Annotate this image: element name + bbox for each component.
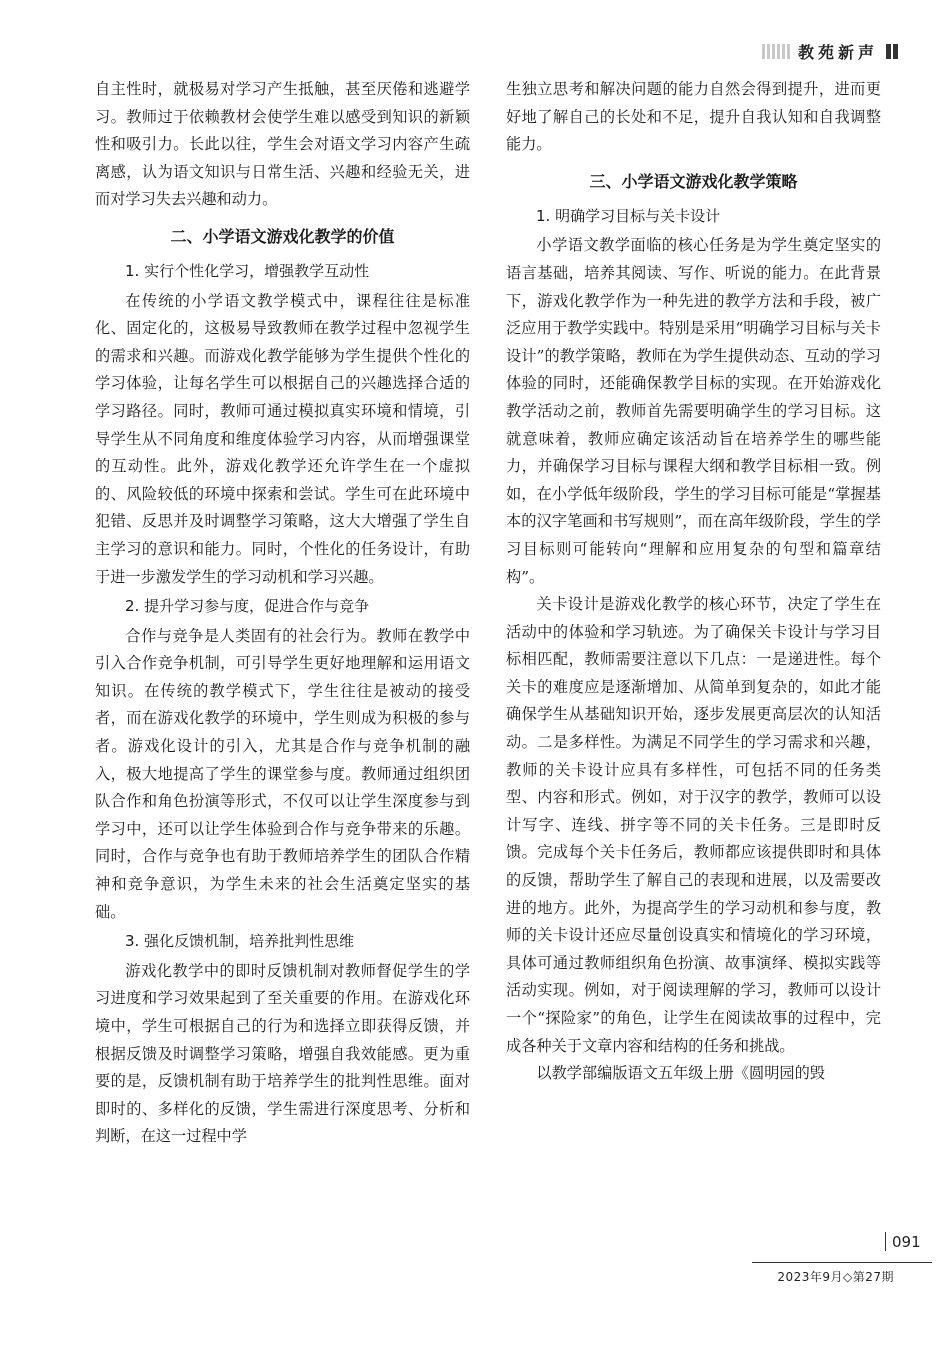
paragraph-3-1b: 关卡设计是游戏化教学的核心环节，决定了学生在活动中的体验和学习轨迹。为了确保关卡设计与学习目标相匹配，教师需要注意以下几点：一是递进性。每个关卡的难度应是逐渐增加、从简单到复杂的，如此才能确保学生从基础知识开始，逐步发展更高层次的认知活动。二是多样性。为满足不同学生的学习需求和兴趣，教师的关卡设计应具有多样性，可包括不同的任务类型、内容和形式。例如，对于汉字的教学，教师可以设计写字、连线、拼字等不同的关卡任务。三是即时反馈。完成每个关卡任务后，教师都应该提供即时和具体的反馈，帮助学生了解自己的表现和进展，以及需要改进的地方。此外，为提高学生的学习动机和参与度，教师的关卡设计还应尽量创设真实和情境化的学习环境，具体可通过教师组织角色扮演、故事演绎、模拟实践等活动实现。例如，对于阅读理解的学习，教师可以设计一个“探险家”的角色，让学生在阅读故事的过程中，完成各种关于文章内容和结构的任务和挑战。 [506,595,881,1055]
running-header [762,40,898,62]
subsection-2-1-heading: 1. 实行个性化学习，增强教学互动性 [125,261,370,280]
left-intro-paragraph: 自主性时，就极易对学习产生抵触，甚至厌倦和逃避学习。教师过于依赖教材会使学生难以感受到知识的新颖性和吸引力。长此以往，学生会对语文学习内容产生疏离感，认为语文知识与日常生活、兴趣和经验无关，进而对学习失去兴趣和动力。 [95,80,470,209]
header-title: 教苑新声 [797,42,878,62]
subsection-2-2-heading: 2. 提升学习参与度，促进合作与竞争 [125,597,370,616]
subsection-2-3-heading: 3. 强化反馈机制，培养批判性思维 [125,932,355,951]
section-2-heading: 二、小学语文游戏化教学的价值 [170,226,395,246]
paragraph-3-1c: 以教学部编版语文五年级上册《圆明园的毁 [536,1064,825,1083]
paragraph-2-3: 游戏化教学中的即时反馈机制对教师督促学生的学习进度和学习效果起到了至关重要的作用。在游戏化环境中，学生可根据自己的行为和选择立即获得反馈，并根据反馈及时调整学习策略，增强自我效能感。更为重要的是，反馈机制有助于培养学生的批判性思维。面对即时的、多样化的反馈，学生需进行深度思考、分析和判断，在这一过程中学 [95,961,470,1146]
page-number: 091 [892,1233,921,1251]
paragraph-3-1a: 小学语文教学面临的核心任务是为学生奠定坚实的语言基础，培养其阅读、写作、听说的能力。在此背景下，游戏化教学作为一种先进的教学方法和手段，被广泛应用于教学实践中。特别是采用“明确学习目标与关卡设计”的教学策略，教师在为学生提供动态、互动的学习体验的同时，还能确保教学目标的实现。在开始游戏化教学活动之前，教师首先需要明确学生的学习目标。这就意味着，教师应确定该活动旨在培养学生的哪些能力，并确保学习目标与课程大纲和教学目标相一致。例如，在小学低年级阶段，学生的学习目标可能是“掌握基本的汉字笔画和书写规则”，而在高年级阶段，学生的学习目标则可能转向“理解和应用复杂的句型和篇章结构”。 [506,236,881,586]
issue-label: 2023年9月◇第27期 [777,1270,894,1284]
subsection-3-1-heading: 1. 明确学习目标与关卡设计 [536,206,721,225]
page-number-box [885,1232,932,1251]
left-column [95,76,470,1151]
right-intro-paragraph: 生独立思考和解决问题的能力自然会得到提升，进而更好地了解自己的长处和不足，提升自我认知和自我调整能力。 [506,80,881,154]
header-right-bars [886,43,898,59]
paragraph-2-1: 在传统的小学语文教学模式中，课程往往是标准化、固定化的，这极易导致教师在教学过程中忽视学生的需求和兴趣。而游戏化教学能够为学生提供个性化的学习体验，让每名学生可以根据自己的兴趣选择合适的学习路径。同时，教师可通过模拟真实环境和情境，引导学生从不同角度和维度体验学习内容，从而增强课堂的互动性。此外，游戏化教学还允许学生在一个虚拟的、风险较低的环境中探索和尝试。学生可在此环境中犯错、反思并及时调整学习策略，这大大增强了学生自主学习的意识和能力。同时，个性化的任务设计，有助于进一步激发学生的学习动机和学习兴趣。 [95,291,470,586]
footer-rule [752,1262,932,1263]
right-column [506,76,881,1088]
header-left-bars [762,43,790,59]
paragraph-2-2: 合作与竞争是人类固有的社会行为。教师在教学中引入合作竞争机制，可引导学生更好地理解和运用语文知识。在传统的教学模式下，学生往往是被动的接受者，而在游戏化教学的环境中，学生则成为积极的参与者。游戏化设计的引入，尤其是合作与竞争机制的融入，极大地提高了学生的课堂参与度。教师通过组织团队合作和角色扮演等形式，不仅可以让学生深度参与到学习中，还可以让学生体验到合作与竞争带来的乐趣。同时，合作与竞争也有助于教师培养学生的团队合作精神和竞争意识，为学生未来的社会生活奠定坚实的基础。 [95,626,470,921]
section-3-heading: 三、小学语文游戏化教学策略 [589,171,798,191]
